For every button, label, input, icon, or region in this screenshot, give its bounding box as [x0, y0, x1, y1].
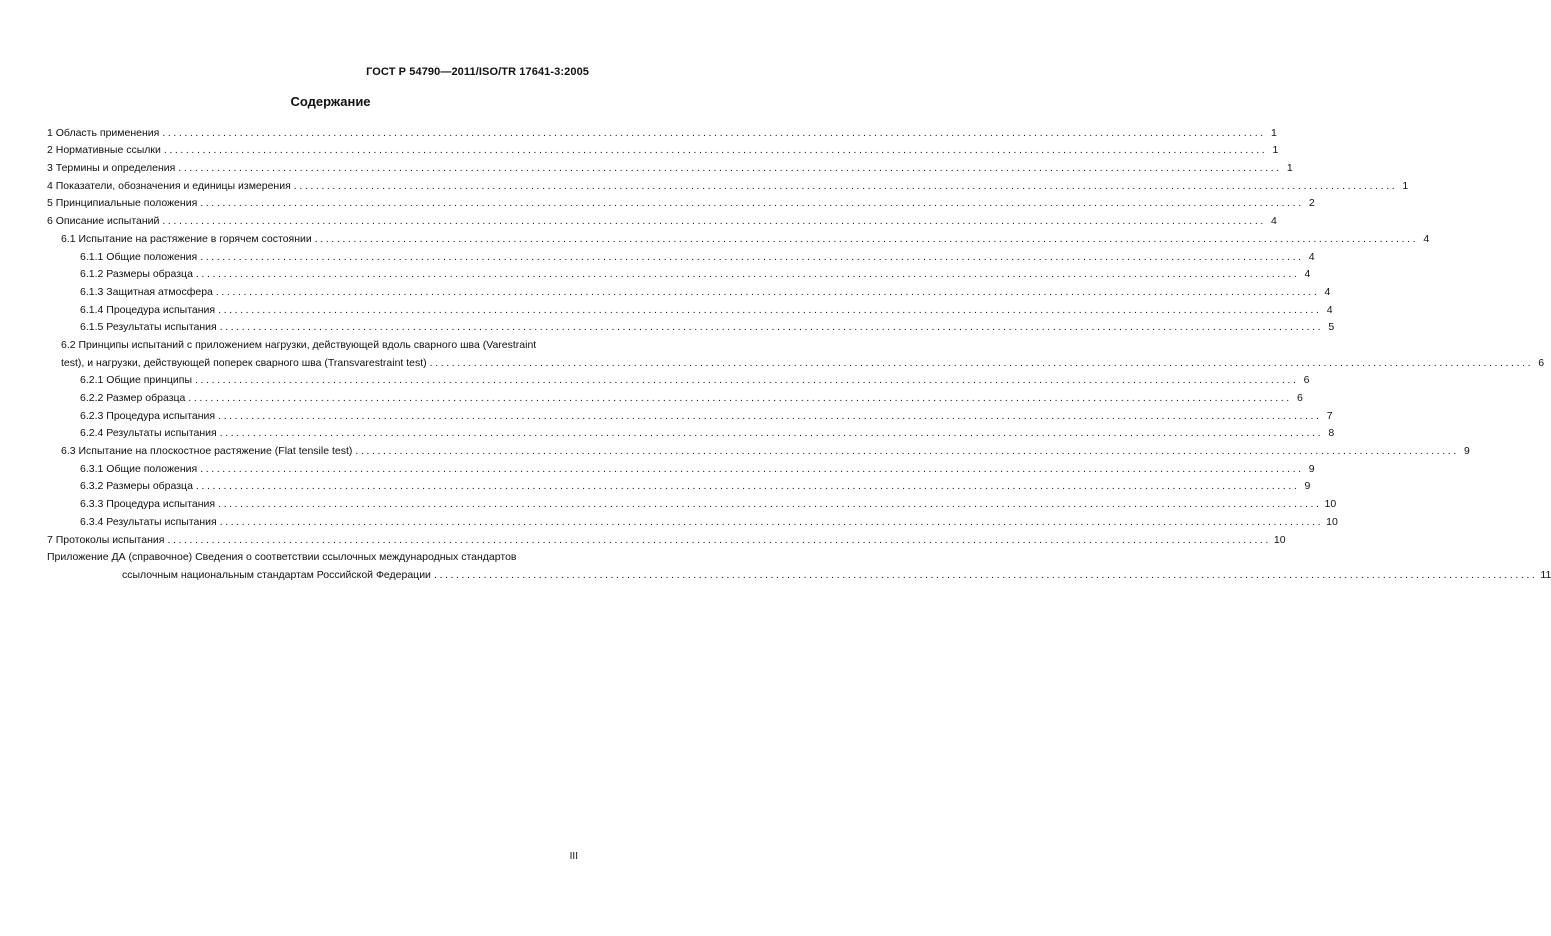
page-number: III	[569, 851, 578, 862]
toc-entry-6-2-2[interactable]: 6.2.2 Размер образца ........................................................................................................................................................................................................ 6	[80, 392, 1303, 404]
toc-entry-6-2-1[interactable]: 6.2.1 Общие принципы ........................................................................................................................................................................................................ 6	[80, 374, 1310, 387]
toc-entry-6[interactable]: 6 Описание испытаний ........................................................................................................................................................................................................ 4	[47, 215, 1277, 228]
dot-leader: ........................................................................................................................................................................................................	[293, 179, 1398, 192]
dot-leader: ........................................................................................................................................................................................................	[429, 356, 1534, 369]
toc-entry-appendix-da[interactable]: Приложение ДА (справочное) Сведения о соответствии ссылочных международных стандартов ссылочным национальным стандартам Российской Федерации ........................................................................................................................................................................................................ 11	[47, 551, 1551, 581]
document-standard-header: ГОСТ Р 54790—2011/ISO/TR 17641-3:2005	[366, 66, 589, 78]
dot-leader: ........................................................................................................................................................................................................	[314, 232, 1419, 245]
toc-entry-6-1-4[interactable]: 6.1.4 Процедура испытания ........................................................................................................................................................................................................ 4	[80, 303, 1333, 316]
dot-leader: ........................................................................................................................................................................................................	[219, 515, 1324, 528]
dot-leader: ........................................................................................................................................................................................................	[195, 480, 1300, 493]
dot-leader: ........................................................................................................................................................................................................	[200, 250, 1304, 263]
toc-entry-6-3-1[interactable]: 6.3.1 Общие положения ........................................................................................................................................................................................................ 9	[80, 462, 1315, 475]
table-of-contents	[47, 121, 1551, 581]
toc-entry-6-3-3[interactable]: 6.3.3 Процедура испытания ........................................................................................................................................................................................................ 10	[80, 498, 1337, 511]
toc-entry-6-3-4[interactable]: 6.3.4 Результаты испытания ........................................................................................................................................................................................................ 10	[80, 515, 1338, 528]
dot-leader: ........................................................................................................................................................................................................	[167, 533, 1271, 546]
dot-leader: ........................................................................................................................................................................................................	[195, 268, 1300, 281]
dot-leader: ........................................................................................................................................................................................................	[195, 374, 1299, 387]
toc-entry-4[interactable]: 4 Показатели, обозначения и единицы измерения ........................................................................................................................................................................................................ 1	[47, 179, 1409, 192]
toc-entry-6-2-4[interactable]: 6.2.4 Результаты испытания ........................................................................................................................................................................................................ 8	[80, 427, 1335, 440]
toc-entry-6-2[interactable]: 6.2 Принципы испытаний с приложением нагрузки, действующей вдоль сварного шва (Varestraint test), и нагрузки, действующей поперек сварного шва (Transvarestraint test) ........................................................................................................................................................................................................ 6	[61, 338, 1545, 369]
toc-entry-7[interactable]: 7 Протоколы испытания ........................................................................................................................................................................................................ 10	[47, 533, 1286, 546]
toc-entry-6-2-3[interactable]: 6.2.3 Процедура испытания ........................................................................................................................................................................................................ 7	[80, 409, 1333, 422]
toc-entry-5[interactable]: 5 Принципиальные положения ........................................................................................................................................................................................................ 2	[47, 197, 1315, 210]
dot-leader: ........................................................................................................................................................................................................	[162, 126, 1266, 139]
dot-leader: ........................................................................................................................................................................................................	[219, 427, 1324, 440]
toc-entry-6-1-1[interactable]: 6.1.1 Общие положения ........................................................................................................................................................................................................ 4	[80, 250, 1315, 263]
dot-leader: ........................................................................................................................................................................................................	[162, 215, 1266, 228]
toc-entry-1[interactable]: 1 Область применения ........................................................................................................................................................................................................ 1	[47, 126, 1277, 139]
dot-leader: ........................................................................................................................................................................................................	[433, 568, 1538, 581]
toc-entry-6-1-2[interactable]: 6.1.2 Размеры образца ........................................................................................................................................................................................................ 4	[80, 268, 1311, 281]
dot-leader: ........................................................................................................................................................................................................	[188, 392, 1292, 404]
toc-entry-6-1-3[interactable]: 6.1.3 Защитная атмосфера ........................................................................................................................................................................................................ 4	[80, 285, 1331, 298]
page-title: Содержание	[290, 94, 371, 109]
toc-entry-6-1[interactable]: 6.1 Испытание на растяжение в горячем состоянии ........................................................................................................................................................................................................ 4	[61, 232, 1430, 245]
dot-leader: ........................................................................................................................................................................................................	[215, 285, 1320, 298]
toc-entry-6-3-2[interactable]: 6.3.2 Размеры образца ........................................................................................................................................................................................................ 9	[80, 480, 1311, 493]
dot-leader: ........................................................................................................................................................................................................	[355, 445, 1459, 458]
toc-entry-2[interactable]: 2 Нормативные ссылки ........................................................................................................................................................................................................ 1	[47, 144, 1279, 157]
dot-leader: ........................................................................................................................................................................................................	[218, 409, 1322, 422]
dot-leader: ........................................................................................................................................................................................................	[218, 303, 1322, 316]
dot-leader: ........................................................................................................................................................................................................	[200, 197, 1304, 210]
dot-leader: ........................................................................................................................................................................................................	[200, 462, 1304, 475]
toc-entry-6-3[interactable]: 6.3 Испытание на плоскостное растяжение (Flat tensile test) ........................................................................................................................................................................................................ 9	[61, 445, 1470, 458]
toc-entry-3[interactable]: 3 Термины и определения ........................................................................................................................................................................................................ 1	[47, 162, 1293, 175]
dot-leader: ........................................................................................................................................................................................................	[163, 144, 1268, 157]
dot-leader: ........................................................................................................................................................................................................	[218, 498, 1322, 511]
dot-leader: ........................................................................................................................................................................................................	[219, 321, 1324, 334]
toc-entry-6-1-5[interactable]: 6.1.5 Результаты испытания ........................................................................................................................................................................................................ 5	[80, 321, 1335, 334]
dot-leader: ........................................................................................................................................................................................................	[178, 162, 1282, 175]
